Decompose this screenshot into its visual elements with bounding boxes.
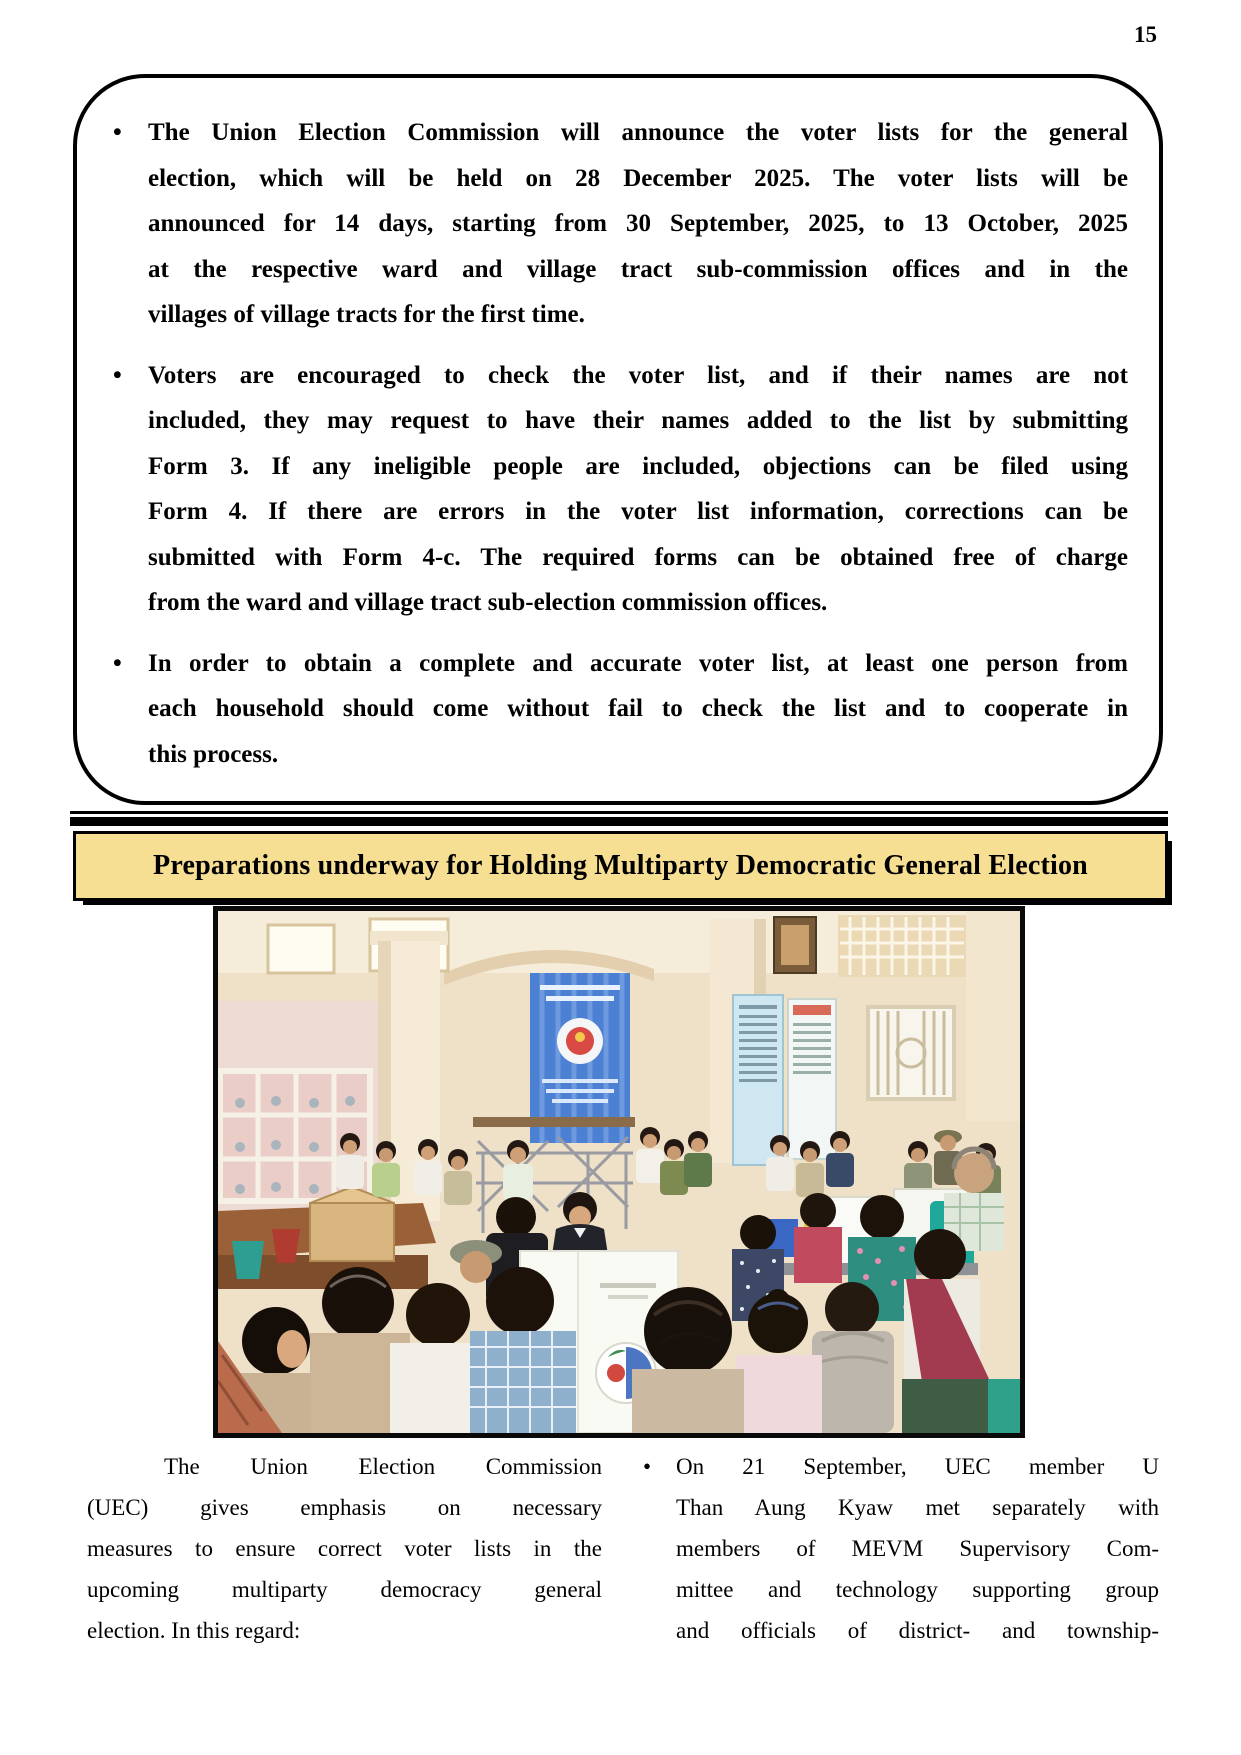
divider-rule-thin (70, 811, 1168, 814)
article-photo (213, 906, 1025, 1438)
bullet-marker: • (113, 361, 122, 389)
notice-box (73, 74, 1163, 805)
notice-paragraph-3: In order to obtain a complete and accurate voter list, at least one person from each household should come without fail to check the list and to cooperate in this process. (148, 649, 1128, 768)
divider-rule-thick (70, 817, 1168, 826)
page-number: 15 (1134, 22, 1157, 47)
article-left-column: The Union Election Commission (UEC) gives emphasis on necessary measures to ensure correct voter lists in the upcoming multiparty democracy general election. In this regard: (87, 1454, 602, 1643)
headline-text: Preparations underway for Holding Multiparty Democratic General Election (153, 850, 1088, 881)
bullet-marker: • (643, 1454, 652, 1479)
bullet-marker: • (113, 119, 122, 146)
bullet-marker: • (113, 649, 122, 677)
notice-paragraph-1: The Union Election Commission will announce the voter lists for the general election, which will be held on 28 December 2025. The voter lists will be announced for 14 days, starting from 30 September, 2025, to 13 October, 2025 at the respective ward and village tract sub-commission offices and in the villages of village tracts for the first time. (148, 119, 1128, 328)
notice-bullet-item (113, 641, 1128, 778)
article-right-paragraph: On 21 September, UEC member U Than Aung Kyaw met separately with members of MEVM Supervisory Com- mittee and technology supporting group and officials of district- and township- (676, 1454, 1159, 1643)
photo-illustration (218, 911, 1020, 1433)
notice-bullet-item (113, 110, 1128, 338)
article-right-column (643, 1446, 1159, 1651)
notice-paragraph-2: Voters are encouraged to check the voter list, and if their names are not included, they may request to have their names added to the list by submitting Form 3. If any ineligible people are included, objections can be filed using Form 4. If there are errors in the voter list information, corrections can be submitted with Form 4-c. The required forms can be obtained free of charge from the ward and village tract sub-election commission offices. (148, 361, 1128, 616)
notice-bullet-item (113, 353, 1128, 626)
section-headline (73, 831, 1168, 901)
